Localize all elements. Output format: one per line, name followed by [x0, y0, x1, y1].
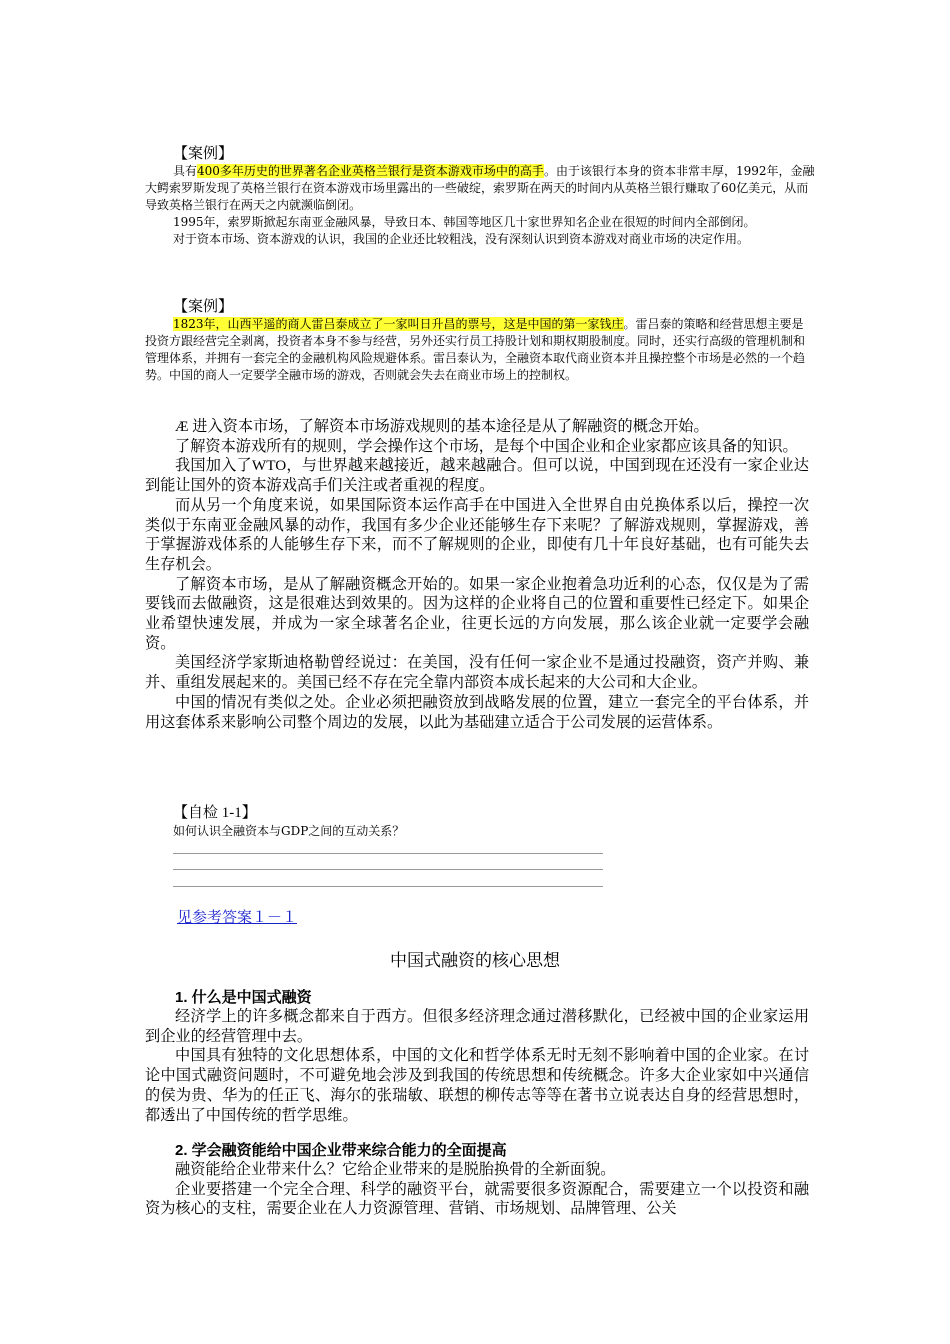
self-check-question: 如何认识全融资本与GDP之间的互动关系？ — [173, 824, 405, 838]
case-block-2 — [145, 298, 815, 384]
subsection-body-1 — [145, 1007, 809, 1125]
self-check-tag: 【自检 1-1】 — [173, 805, 257, 821]
body-paragraph: 企业要搭建一个完全合理、科学的融资平台，就需要很多资源配合，需要建立一个以投资和融资为核心的支柱，需要企业在人力资源管理、营销、市场规划、品牌管理、公关 — [145, 1180, 809, 1218]
body-paragraph: 我国加入了WTO，与世界越来越接近，越来越融合。但可以说，中国到现在还没有一家企业达到能让国外的资本游戏高手们关注或者重视的程度。 — [145, 457, 809, 495]
body-paragraph: 经济学上的许多概念都来自于西方。但很多经济理念通过潜移默化，已经被中国的企业家运用到企业的经营管理中去。 — [145, 1008, 809, 1045]
highlighted-text: 1823年，山西平遥的商人雷吕泰成立了一家叫日升昌的票号，这是中国的第一家钱庄 — [173, 317, 624, 331]
answer-line — [173, 853, 603, 854]
case-paragraph — [145, 316, 815, 384]
case-text: 。雷吕泰的策略和经营思想主要是投资方跟经营完全剥离，投资者本身不参与经营，另外还实行员工持股计划和期权期股制度。同时，还实行高级的管理机制和管理体系，并拥有一套完全的金融机构风险规避体系。雷吕泰认为，全融资本取代商业资本并且操控整个市场是必然的一个趋势。中国的商人一定要学全融市场的游戏，否则就会失去在商业市场上的控制权。 — [145, 317, 806, 382]
answer-line — [173, 886, 603, 887]
body-paragraph: 而从另一个角度来说，如果国际资本运作高手在中国进入全世界自由兑换体系以后，操控一次类似于东南亚金融风暴的动作，我国有多少企业还能够生存下来呢？了解游戏规则，掌握游戏，善于掌握游戏体系的人能够生存下来，而不了解规则的企业，即使有几十年良好基础，也有可能失去生存机会。 — [145, 496, 809, 573]
section-title: 中国式融资的核心思想 — [390, 951, 560, 970]
case-block-1 — [145, 145, 815, 248]
case-text: 。由于该银行本身的资本非常丰厚，1992年，金融大鳄索罗斯发现了英格兰银行在资本游戏市场里露出的一些破绽，索罗斯在两天的时间内从英格兰银行赚取了60亿美元，从而导致英格兰银行在两天之内就濒临倒闭。 — [145, 164, 815, 212]
body-paragraph: 中国具有独特的文化思想体系，中国的文化和哲学体系无时无刻不影响着中国的企业家。在讨论中国式融资问题时，不可避免地会涉及到我国的传统思想和传统概念。许多大企业家如中兴通信的侯为贵、华为的任正飞、海尔的张瑞敏、联想的柳传志等等在著书立说表达自身的经营思想时，都透出了中国传统的哲学思维。 — [145, 1047, 809, 1124]
subsection-heading-2: 2. 学会融资能给中国企业带来综合能力的全面提高 — [175, 1142, 507, 1159]
subsection-body-2 — [145, 1160, 809, 1219]
body-paragraph: 美国经济学家斯迪格勒曾经说过：在美国，没有任何一家企业不是通过投融资，资产并购、兼并、重组发展起来的。美国已经不存在完全靠内部资本成长起来的大公司和大企业。 — [145, 654, 809, 692]
subsection-heading-1: 1. 什么是中国式融资 — [175, 989, 312, 1006]
body-paragraph: 融资能给企业带来什么？它给企业带来的是脱胎换骨的全新面貌。 — [175, 1161, 616, 1178]
case-text: 具有 — [173, 164, 198, 178]
body-paragraph: 了解资本游戏所有的规则，学会操作这个市场，是每个中国企业和企业家都应该具备的知识。 — [175, 437, 798, 455]
case-paragraph — [145, 163, 815, 214]
highlighted-text: 400多年历史的世界著名企业英格兰银行是资本游戏市场中的高手 — [197, 164, 544, 178]
body-paragraph: 了解资本市场，是从了解融资概念开始的。如果一家企业抱着急功近利的心态，仅仅是为了需要钱而去做融资，这是很难达到效果的。因为这样的企业将自己的位置和重要性已经定下。如果企业希望快速发展，并成为一家全球著名企业，往更长远的方向发展，那么该企业就一定要学会融资。 — [145, 575, 809, 652]
case-tag: 【案例】 — [173, 146, 234, 162]
answer-line — [173, 869, 603, 870]
body-paragraph: Æ 进入资本市场，了解资本市场游戏规则的基本途径是从了解融资的概念开始。 — [175, 418, 709, 435]
body-paragraph: 中国的情况有类似之处。企业必须把融资放到战略发展的位置，建立一套完全的平台体系，并用这套体系来影响公司整个周边的发展，以此为基础建立适合于公司发展的运营体系。 — [145, 693, 809, 731]
body-text — [145, 417, 809, 732]
case-tag: 【案例】 — [173, 299, 234, 315]
self-check — [145, 804, 809, 840]
case-paragraph: 对于资本市场、资本游戏的认识，我国的企业还比较粗浅，没有深刻认识到资本游戏对商业市场的决定作用。 — [173, 232, 750, 246]
case-paragraph: 1995年，索罗斯掀起东南亚金融风暴，导致日本、韩国等地区几十家世界知名企业在很短的时间内全部倒闭。 — [173, 215, 756, 229]
reference-answer-link[interactable]: 见参考答案１－１ — [177, 910, 298, 926]
